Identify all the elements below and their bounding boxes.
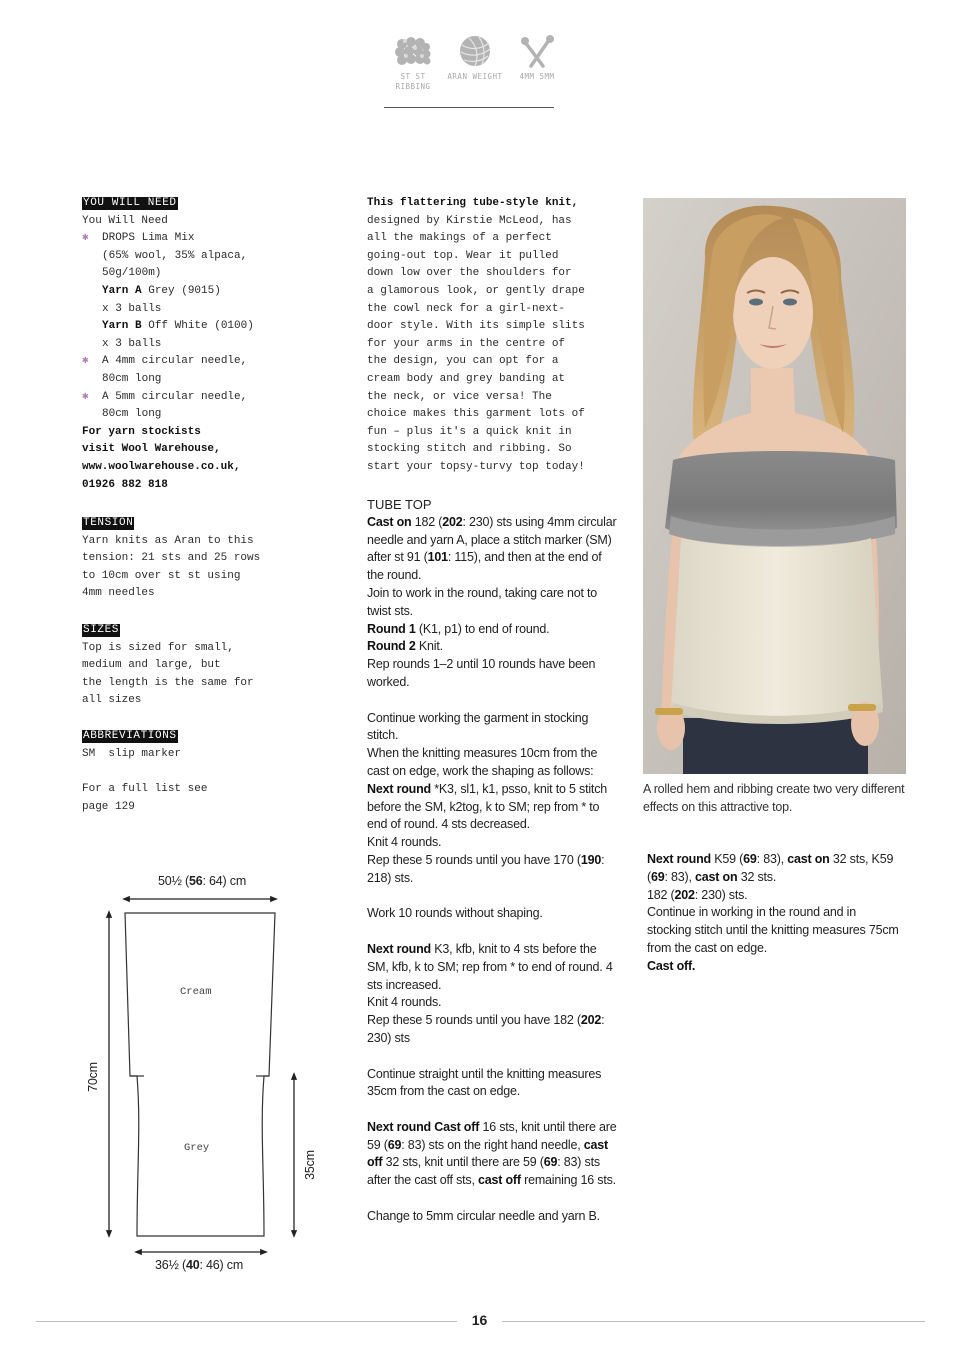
needle-2-b: 80cm long bbox=[102, 408, 162, 421]
text: K59 ( bbox=[710, 852, 744, 866]
text: : 83) sts on the right hand needle, bbox=[401, 1137, 584, 1152]
pattern-change-needle: Change to 5mm circular needle and yarn B. bbox=[367, 1208, 600, 1223]
yarn-a-value: Grey (9015) bbox=[148, 284, 221, 297]
sizes-line: the length is the same for bbox=[82, 676, 254, 689]
sizes-line: Top is sized for small, bbox=[82, 641, 234, 654]
yarn-b-value: Off White (0100) bbox=[148, 320, 254, 333]
text: *K3, sl1, k1, psso, knit to 5 stitch before the SM, k2tog, k to SM; rep from * to end of round. 4 sts decreased. bbox=[367, 781, 608, 832]
yarn-b-label: Yarn B bbox=[102, 320, 142, 333]
ribbing-caption: ST ST RIBBING bbox=[395, 72, 431, 91]
bottom-width-bold: 40 bbox=[185, 1258, 200, 1272]
abbreviations-see-2: page 129 bbox=[82, 800, 135, 813]
intro-line: down low over the shoulders for bbox=[367, 267, 572, 280]
pattern-knit-4a: Knit 4 rounds. bbox=[367, 835, 442, 850]
top-width-part: : 64) cm bbox=[202, 874, 247, 888]
pattern-repeat-2 bbox=[367, 1012, 617, 1048]
intro-line: the neck, or vice versa! The bbox=[367, 390, 552, 403]
bold-text: 69 bbox=[387, 1137, 402, 1152]
yarn-name: DROPS Lima Mix bbox=[102, 232, 195, 245]
bold-text: cast on bbox=[695, 869, 738, 884]
materials-subheading: You Will Need bbox=[82, 214, 168, 227]
pattern-knit-4b: Knit 4 rounds. bbox=[367, 995, 442, 1010]
page-number: 16 bbox=[471, 1312, 488, 1328]
text: 16 sts, knit until there are 59 ( bbox=[367, 1119, 617, 1152]
yarn-ball-icon bbox=[455, 34, 495, 68]
stockist-line-1: For yarn stockists bbox=[82, 425, 201, 438]
text: : 230) sts bbox=[367, 1013, 605, 1045]
intro-line: for your arms in the centre of bbox=[367, 337, 566, 350]
text: K3, kfb, knit to 4 sts before the SM, kfb, k to SM; rep from * to end of round. 4 sts increased. bbox=[367, 941, 613, 992]
intro-line: going-out top. Wear it pulled bbox=[367, 249, 559, 262]
text: : 115), and then at the end of the round. bbox=[367, 550, 602, 583]
bold-text: 190 bbox=[580, 852, 602, 867]
finish-next-round bbox=[647, 851, 902, 887]
pattern-block bbox=[367, 496, 617, 1226]
bottom-width-part: : 46) cm bbox=[199, 1258, 244, 1272]
sizes-block bbox=[82, 622, 322, 710]
bold-text: Round 2 bbox=[367, 639, 416, 654]
bold-text: 69 bbox=[543, 1155, 558, 1170]
footer-rule-right bbox=[502, 1321, 925, 1322]
pattern-cast-on bbox=[367, 514, 617, 585]
intro-line: the design, you can opt for a bbox=[367, 355, 559, 368]
abbreviations-heading: ABBREVIATIONS bbox=[83, 730, 177, 742]
bold-text: 101 bbox=[427, 550, 448, 565]
text: : 230) sts. bbox=[694, 887, 748, 902]
abbreviation-sm: SM slip marker bbox=[82, 747, 182, 760]
text: : 83) sts after the cast off sts, bbox=[367, 1155, 600, 1188]
intro-line: choice makes this garment lots of bbox=[367, 408, 585, 421]
finish-block bbox=[647, 851, 902, 976]
cream-zone-label: Cream bbox=[180, 986, 212, 998]
bullet-icon: ✱ bbox=[82, 355, 89, 368]
intro-line: fun – plus it's a quick knit in bbox=[367, 425, 572, 438]
grey-zone-label: Grey bbox=[184, 1142, 210, 1154]
sizes-line: all sizes bbox=[82, 694, 142, 707]
text: Knit. bbox=[415, 639, 443, 654]
pattern-round-1 bbox=[367, 621, 617, 639]
yarn-b-qty: x 3 balls bbox=[102, 337, 162, 350]
text: : 218) sts. bbox=[367, 852, 605, 885]
tension-line: 4mm needles bbox=[82, 587, 155, 600]
bold-text: 69 bbox=[650, 869, 665, 884]
top-width-bold: 56 bbox=[188, 874, 203, 888]
yarn-detail-1: (65% wool, 35% alpaca, bbox=[102, 249, 248, 262]
bottom-width-part: 36½ ( bbox=[155, 1258, 186, 1272]
icon-cell-ribbing bbox=[384, 34, 442, 92]
text: Rep these 5 rounds until you have 170 ( bbox=[367, 852, 581, 867]
text: 32 sts, K59 ( bbox=[647, 852, 894, 884]
text: (K1, p1) to end of round. bbox=[415, 621, 550, 636]
intro-line: This flattering tube-style knit, bbox=[367, 197, 579, 209]
bullet-icon: ✱ bbox=[82, 390, 89, 403]
pattern-repeat-1 bbox=[367, 852, 617, 888]
text: 182 ( bbox=[411, 514, 443, 529]
pattern-straight: Continue straight until the knitting measures 35cm from the cast on edge. bbox=[367, 1066, 602, 1099]
bullet-icon: ✱ bbox=[82, 232, 89, 245]
bold-text: Round 1 bbox=[367, 621, 416, 636]
pattern-title: TUBE TOP bbox=[367, 497, 432, 512]
stockist-line-4: 01926 882 818 bbox=[82, 478, 168, 491]
text: Rep these 5 rounds until you have 182 ( bbox=[367, 1013, 581, 1028]
photo-caption: A rolled hem and ribbing create two very different effects on this attractive top. bbox=[643, 782, 905, 814]
pattern-no-shaping: Work 10 rounds without shaping. bbox=[367, 906, 543, 921]
bold-text: 69 bbox=[743, 852, 757, 866]
yarn-a-label: Yarn A bbox=[102, 284, 142, 297]
top-width-part: 50½ ( bbox=[158, 874, 189, 888]
text: 182 ( bbox=[647, 887, 675, 902]
tension-line: Yarn knits as Aran to this bbox=[82, 534, 254, 547]
model-photo bbox=[643, 198, 906, 774]
needles-caption: 4MM 5MM bbox=[519, 72, 555, 81]
bold-text: Cast on bbox=[367, 514, 412, 529]
bold-text: cast on bbox=[787, 852, 830, 866]
intro-line: door style. With its simple slits bbox=[367, 320, 585, 333]
bold-text: Next round bbox=[367, 941, 431, 956]
pattern-continue: Continue working the garment in stocking stitch. bbox=[367, 710, 589, 743]
tension-line: to 10cm over st st using bbox=[82, 569, 241, 582]
yarn-detail-2: 50g/100m) bbox=[102, 267, 162, 280]
stockist-line-2: visit Wool Warehouse, bbox=[82, 443, 221, 456]
abbreviations-block bbox=[82, 728, 322, 816]
tension-line: tension: 21 sts and 25 rows bbox=[82, 552, 261, 565]
finish-continue: Continue in working in the round and in stocking stitch until the knitting measures 75cm from the cast on edge. bbox=[647, 905, 899, 955]
intro-block bbox=[367, 195, 617, 477]
sizes-line: medium and large, but bbox=[82, 659, 221, 672]
bold-text: Next round bbox=[647, 852, 711, 866]
yarn-caption: ARAN WEIGHT bbox=[447, 72, 503, 81]
text: : 230) sts using 4mm circular needle and yarn A, place a stitch marker (SM) after st 91 ( bbox=[367, 514, 617, 565]
bottom-width-label bbox=[155, 1258, 243, 1272]
pattern-repeat: Rep rounds 1–2 until 10 rounds have been worked. bbox=[367, 657, 596, 689]
text: : 83), bbox=[664, 869, 696, 884]
bold-text: Next round bbox=[367, 781, 431, 796]
sizes-heading: SIZES bbox=[83, 624, 120, 636]
icon-cell-needles bbox=[508, 34, 566, 82]
lower-length-label: 35cm bbox=[303, 1150, 317, 1180]
finish-total bbox=[647, 887, 902, 905]
materials-block bbox=[82, 195, 322, 494]
bold-text: 202 bbox=[674, 887, 695, 902]
intro-line: all the makings of a perfect bbox=[367, 232, 552, 245]
garment-schematic bbox=[78, 866, 328, 1286]
tension-heading: TENSION bbox=[83, 517, 134, 529]
bold-text: cast off bbox=[478, 1173, 521, 1188]
needle-1-b: 80cm long bbox=[102, 372, 162, 385]
needle-1-a: A 4mm circular needle, bbox=[102, 355, 248, 368]
text: : 83), bbox=[756, 852, 788, 866]
schematic-drawing bbox=[78, 866, 328, 1286]
pattern-join: Join to work in the round, taking care not to twist sts. bbox=[367, 585, 598, 618]
text: remaining 16 sts. bbox=[520, 1173, 616, 1188]
bold-text: 202 bbox=[580, 1013, 602, 1028]
intro-line: designed by Kirstie McLeod, has bbox=[367, 214, 572, 227]
abbreviations-see-1: For a full list see bbox=[82, 782, 208, 795]
total-length-label: 70cm bbox=[86, 1062, 100, 1092]
bold-text: 202 bbox=[442, 514, 463, 529]
yarn-a-qty: x 3 balls bbox=[102, 302, 162, 315]
tension-block bbox=[82, 515, 322, 603]
text: 32 sts, knit until there are 59 ( bbox=[382, 1155, 544, 1170]
pattern-next-round-1 bbox=[367, 781, 617, 834]
bold-text: Next round Cast off bbox=[367, 1119, 480, 1134]
model-illustration bbox=[643, 198, 906, 774]
pattern-shaping: When the knitting measures 10cm from the cast on edge, work the shaping as follows: bbox=[367, 746, 598, 778]
finish-cast-off: Cast off. bbox=[647, 958, 696, 973]
skill-icons bbox=[384, 34, 554, 110]
intro-line: cream body and grey banding at bbox=[367, 372, 566, 385]
bold-text: cast off bbox=[367, 1137, 608, 1170]
intro-line: start your topsy-turvy top today! bbox=[367, 460, 585, 473]
ribbing-stitch-icon bbox=[393, 34, 433, 68]
intro-line: stocking stitch and ribbing. So bbox=[367, 443, 572, 456]
needle-2-a: A 5mm circular needle, bbox=[102, 390, 248, 403]
icon-cell-yarn bbox=[446, 34, 504, 82]
intro-line: the cowl neck for a girl-next- bbox=[367, 302, 566, 315]
intro-line: a glamorous look, or gently drape bbox=[367, 284, 585, 297]
pattern-next-round-3 bbox=[367, 1119, 617, 1190]
materials-heading: YOU WILL NEED bbox=[83, 197, 177, 209]
top-width-label bbox=[158, 874, 246, 888]
stockist-line-3[interactable]: www.woolwarehouse.co.uk, bbox=[82, 460, 241, 473]
needles-icon bbox=[517, 34, 557, 68]
text: 32 sts. bbox=[737, 869, 777, 884]
pattern-round-2 bbox=[367, 638, 617, 656]
header-rule bbox=[384, 107, 554, 108]
pattern-next-round-2 bbox=[367, 941, 617, 994]
footer-rule-left bbox=[36, 1321, 457, 1322]
